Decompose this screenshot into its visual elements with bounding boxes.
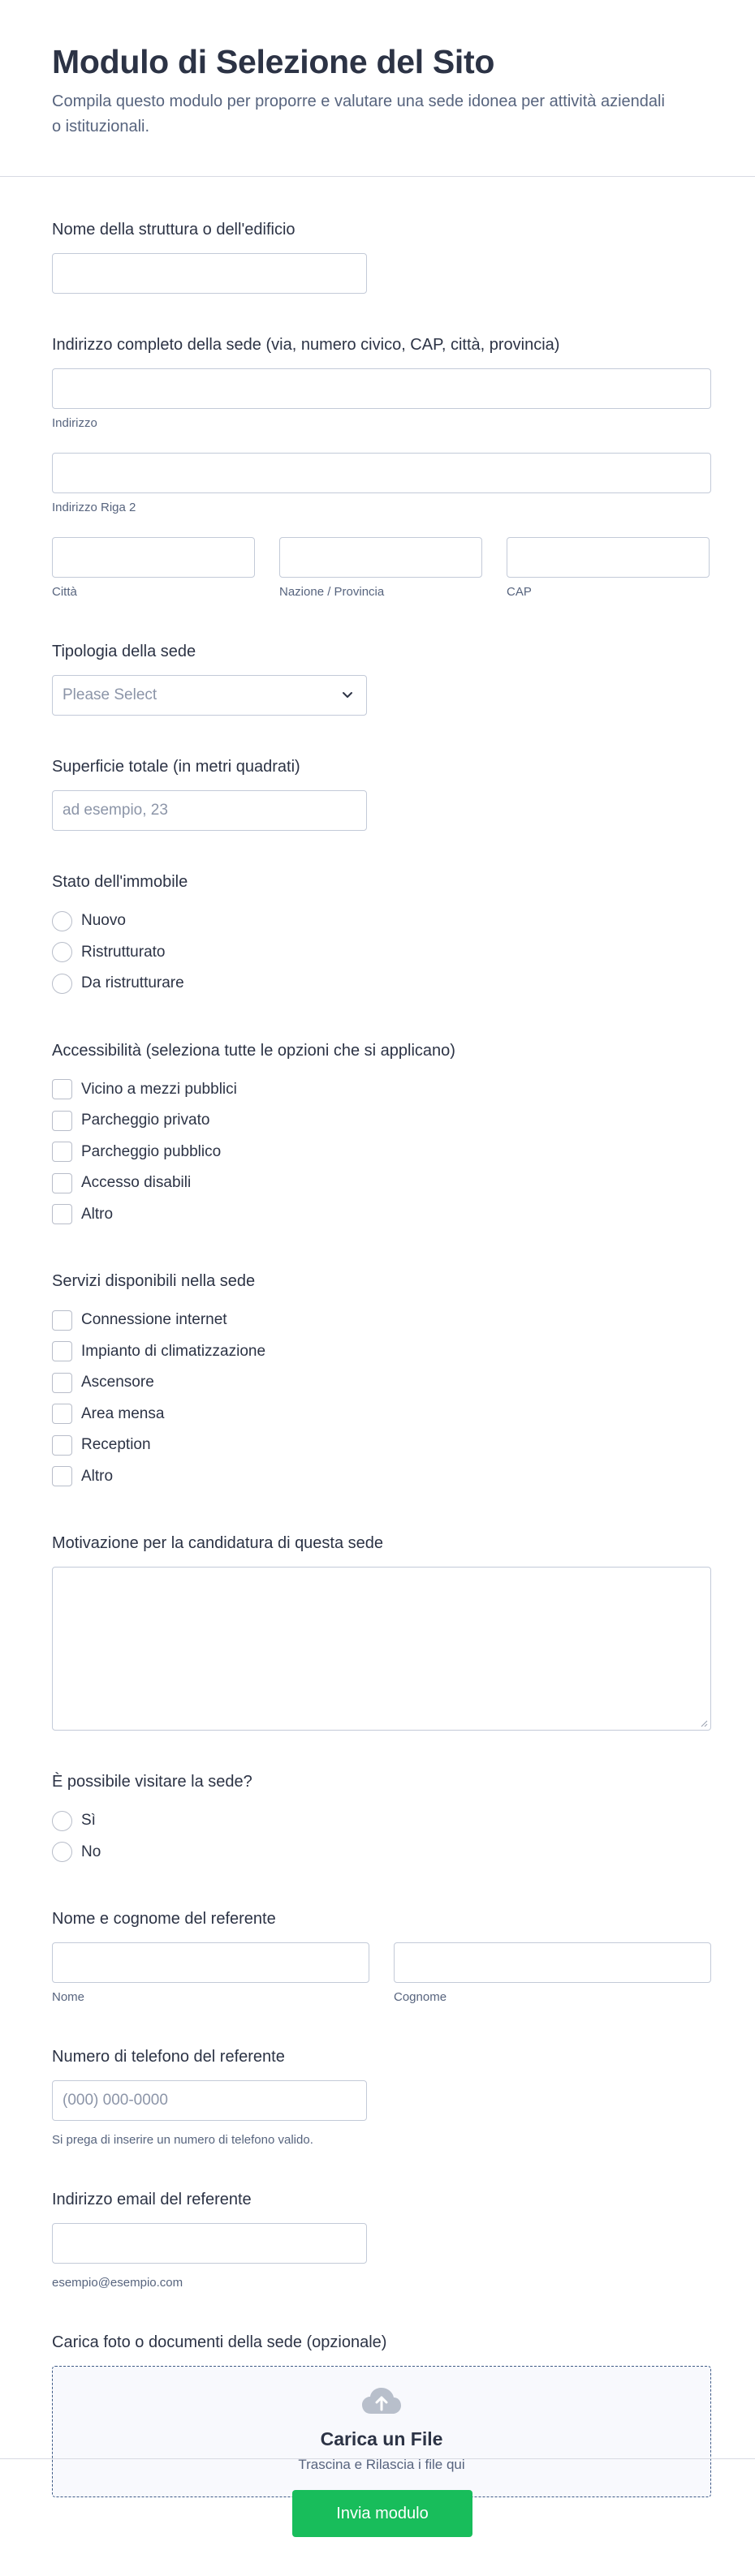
phone-sublabel: Si prega di inserire un numero di telefono valido. [52, 2133, 313, 2147]
accessibility-option[interactable] [52, 1137, 703, 1168]
services-option[interactable] [52, 1461, 703, 1493]
site-type-select[interactable] [52, 675, 367, 716]
services-option-label: Altro [81, 1467, 114, 1485]
first-name-input[interactable] [52, 1942, 369, 1983]
zip-sublabel: CAP [507, 585, 532, 599]
visit-label: È possibile visitare la sede? [52, 1773, 252, 1791]
state-sublabel: Nazione / Provincia [279, 585, 385, 599]
field-visit [52, 1771, 703, 1868]
accessibility-label: Accessibilità (seleziona tutte le opzioni che si applicano) [52, 1041, 455, 1060]
upload-hint: Trascina e Rilascia i file qui [298, 2457, 465, 2472]
accessibility-option-label: Altro [81, 1205, 114, 1223]
form-body [0, 219, 755, 2497]
upload-title: Carica un File [320, 2428, 443, 2449]
accessibility-options [52, 1074, 703, 1231]
email-input[interactable] [52, 2223, 367, 2264]
checkbox[interactable] [52, 1310, 72, 1331]
services-option[interactable] [52, 1336, 703, 1368]
state-column [279, 537, 482, 600]
condition-option[interactable] [52, 937, 703, 969]
field-area [52, 756, 703, 831]
resize-grip-icon[interactable] [700, 1719, 708, 1727]
condition-option-label: Ristrutturato [81, 943, 166, 961]
visit-options [52, 1805, 703, 1868]
field-building-name [52, 219, 703, 294]
services-option-label: Reception [81, 1436, 151, 1454]
services-options [52, 1305, 703, 1492]
last-name-column [394, 1942, 711, 2006]
first-name-sublabel: Nome [52, 1990, 85, 2004]
accessibility-option-label: Vicino a mezzi pubblici [81, 1080, 237, 1098]
first-name-column [52, 1942, 369, 2006]
phone-label: Numero di telefono del referente [52, 2048, 285, 2066]
checkbox[interactable] [52, 1435, 72, 1456]
site-type-label: Tipologia della sede [52, 643, 196, 660]
phone-placeholder: (000) 000-0000 [63, 2092, 168, 2109]
motivation-textarea[interactable] [52, 1567, 711, 1731]
services-option[interactable] [52, 1305, 703, 1336]
field-site-type [52, 641, 703, 716]
zip-input[interactable] [507, 537, 710, 578]
checkbox[interactable] [52, 1373, 72, 1393]
motivation-label: Motivazione per la candidatura di questa sede [52, 1534, 384, 1552]
condition-options [52, 905, 703, 1000]
radio-button[interactable] [52, 942, 72, 962]
building-name-input[interactable] [52, 253, 367, 294]
checkbox[interactable] [52, 1079, 72, 1099]
city-sublabel: Città [52, 585, 77, 599]
accessibility-option-label: Parcheggio privato [81, 1112, 210, 1129]
cloud-upload-icon [360, 2386, 403, 2417]
email-sublabel: esempio@esempio.com [52, 2276, 183, 2290]
field-phone [52, 2046, 703, 2148]
city-column [52, 537, 255, 600]
services-option-label: Ascensore [81, 1374, 154, 1391]
zip-column [507, 537, 710, 600]
radio-button[interactable] [52, 911, 72, 931]
address-line1-sublabel: Indirizzo [52, 416, 97, 430]
contact-name-row [52, 1942, 703, 2006]
checkbox[interactable] [52, 1142, 72, 1162]
site-type-selected-value: Please Select [63, 686, 157, 703]
services-option-label: Impianto di climatizzazione [81, 1342, 266, 1360]
address-line2-sublabel: Indirizzo Riga 2 [52, 501, 136, 514]
visit-option-label: No [81, 1843, 101, 1860]
condition-option-label: Da ristrutturare [81, 974, 184, 992]
field-services [52, 1271, 703, 1492]
checkbox[interactable] [52, 1173, 72, 1193]
contact-name-label: Nome e cognome del referente [52, 1910, 276, 1928]
accessibility-option[interactable] [52, 1074, 703, 1106]
state-input[interactable] [279, 537, 482, 578]
condition-label: Stato dell'immobile [52, 873, 188, 891]
address-line1-input[interactable] [52, 368, 711, 409]
visit-option[interactable] [52, 1805, 703, 1837]
city-input[interactable] [52, 537, 255, 578]
accessibility-option[interactable] [52, 1199, 703, 1231]
upload-label: Carica foto o documenti della sede (opzionale) [52, 2333, 387, 2351]
condition-option-label: Nuovo [81, 912, 126, 930]
form-description: Compila questo modulo per proporre e valutare una sede idonea per attività aziendali o istituzionali. [52, 92, 665, 135]
services-label: Servizi disponibili nella sede [52, 1272, 256, 1290]
accessibility-option-label: Parcheggio pubblico [81, 1142, 222, 1160]
field-motivation [52, 1533, 703, 1731]
field-accessibility [52, 1040, 703, 1231]
field-email [52, 2189, 703, 2291]
checkbox[interactable] [52, 1111, 72, 1131]
last-name-sublabel: Cognome [394, 1990, 447, 2004]
address-city-row [52, 537, 703, 600]
form-footer [0, 2458, 755, 2576]
accessibility-option-label: Accesso disabili [81, 1174, 192, 1192]
checkbox[interactable] [52, 1341, 72, 1361]
address-line2-input[interactable] [52, 453, 711, 493]
services-option-label: Connessione internet [81, 1311, 227, 1329]
services-option[interactable] [52, 1399, 703, 1430]
submit-button[interactable]: Invia modulo [292, 2490, 472, 2537]
area-input[interactable] [52, 790, 367, 831]
field-condition [52, 871, 703, 1000]
accessibility-option[interactable] [52, 1168, 703, 1199]
checkbox[interactable] [52, 1404, 72, 1424]
area-label: Superficie totale (in metri quadrati) [52, 758, 300, 776]
form-title: Modulo di Selezione del Sito [52, 43, 495, 80]
form-header [0, 0, 755, 177]
checkbox[interactable] [52, 1466, 72, 1486]
radio-button[interactable] [52, 1811, 72, 1831]
email-label: Indirizzo email del referente [52, 2191, 252, 2208]
field-address [52, 334, 703, 600]
accessibility-option[interactable] [52, 1105, 703, 1137]
radio-button[interactable] [52, 1842, 72, 1862]
condition-option[interactable] [52, 968, 703, 1000]
field-contact-name [52, 1908, 703, 2006]
visit-option[interactable] [52, 1837, 703, 1869]
building-name-label: Nome della struttura o dell'edificio [52, 221, 296, 239]
last-name-input[interactable] [394, 1942, 711, 1983]
chevron-down-icon [340, 687, 355, 702]
services-option[interactable] [52, 1367, 703, 1399]
condition-option[interactable] [52, 905, 703, 937]
address-label: Indirizzo completo della sede (via, numero civico, CAP, città, provincia) [52, 336, 560, 354]
phone-input[interactable] [52, 2080, 367, 2121]
radio-button[interactable] [52, 974, 72, 994]
services-option-label: Area mensa [81, 1404, 165, 1422]
visit-option-label: Sì [81, 1812, 96, 1830]
checkbox[interactable] [52, 1204, 72, 1224]
services-option[interactable] [52, 1430, 703, 1461]
area-placeholder: ad esempio, 23 [63, 802, 168, 819]
